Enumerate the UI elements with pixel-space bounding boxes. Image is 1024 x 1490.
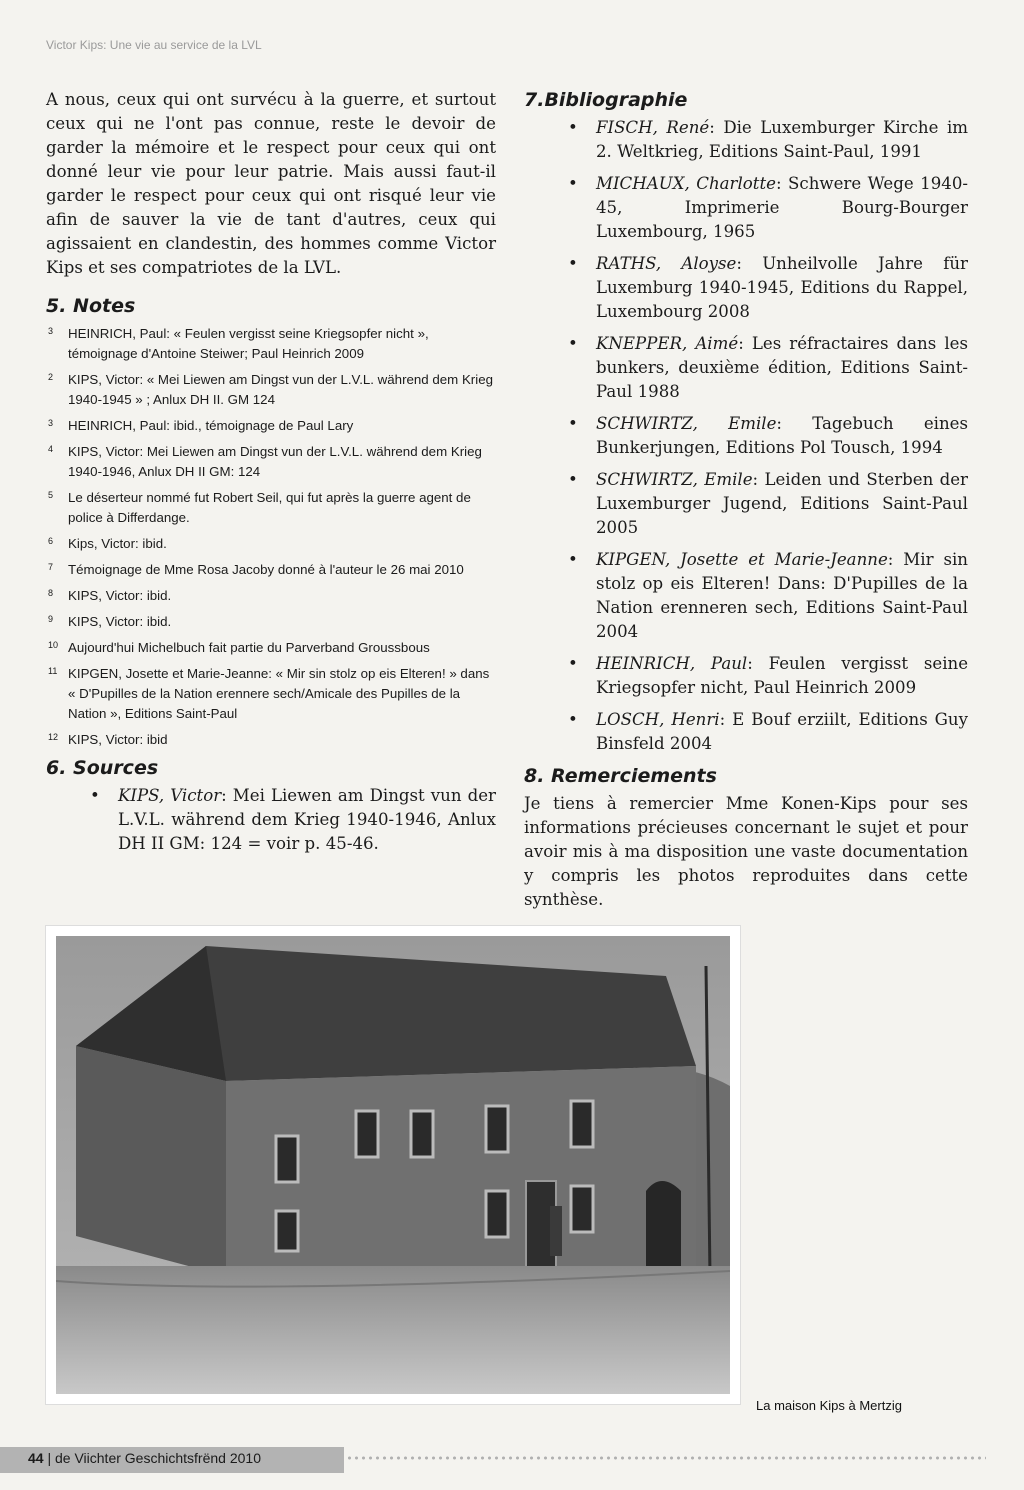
bibliography-item — [524, 172, 968, 244]
note-text: KIPGEN, Josette et Marie-Jeanne: « Mir sin stolz op eis Elteren! » dans « D'Pupilles de la Nation erennere sech/Amicale des Pupilles de la Nation », Editions Saint-Paul — [68, 666, 490, 721]
house-photo — [46, 926, 740, 1404]
note-text: Kips, Victor: ibid. — [68, 536, 167, 551]
note-item — [46, 730, 496, 750]
note-number: 3 — [48, 326, 54, 336]
publication-title: de Viichter Geschichtsfrënd 2010 — [55, 1450, 261, 1466]
note-number: 12 — [48, 732, 59, 742]
note-text: KIPS, Victor: Mei Liewen am Dingst vun der L.V.L. während dem Krieg 1940-1946, Anlux DH II GM: 124 — [68, 444, 482, 479]
bibliography-item — [524, 548, 968, 644]
note-text: Témoignage de Mme Rosa Jacoby donné à l'auteur le 26 mai 2010 — [68, 562, 464, 577]
page-number: 44 — [28, 1450, 44, 1466]
note-number: 7 — [48, 562, 54, 572]
bullet-icon: • — [568, 710, 578, 729]
notes-list — [46, 324, 496, 750]
note-item — [46, 488, 496, 528]
note-item — [46, 370, 496, 410]
note-text: HEINRICH, Paul: ibid., témoignage de Paul Lary — [68, 418, 354, 433]
right-column — [524, 88, 968, 912]
note-text: Aujourd'hui Michelbuch fait partie du Parverband Groussbous — [68, 640, 430, 655]
note-item — [46, 638, 496, 658]
bibliography-item — [524, 252, 968, 324]
bullet-icon: • — [568, 470, 578, 489]
entry-author: KIPGEN, Josette et Marie-Jeanne — [596, 550, 888, 569]
note-number: 10 — [48, 640, 59, 650]
note-number: 4 — [48, 444, 54, 454]
entry-details: : Die Luxemburger Kirche im 2. Weltkrieg, Editions Saint-Paul, 1991 — [596, 118, 968, 161]
entry-author: RATHS, Aloyse — [596, 254, 737, 273]
entry-author: MICHAUX, Charlotte — [596, 174, 776, 193]
entry-details: : Mei Liewen am Dingst vun der L.V.L. während dem Krieg 1940-1946, Anlux DH II GM: 124 = voir p. 45-46. — [118, 786, 496, 853]
bullet-icon: • — [568, 118, 578, 137]
entry-author: KNEPPER, Aimé — [596, 334, 739, 353]
note-item — [46, 416, 496, 436]
bullet-icon: • — [568, 414, 578, 433]
note-number: 11 — [48, 666, 58, 676]
note-number: 2 — [48, 372, 54, 382]
entry-details: : Schwere Wege 1940-45, Imprimerie Bourg-Bourger Luxembourg, 1965 — [596, 174, 968, 241]
acknowledgements-heading: 8. Remerciements — [524, 765, 717, 787]
footer — [28, 1450, 261, 1466]
entry-author: SCHWIRTZ, Emile — [596, 470, 753, 489]
note-number: 3 — [48, 418, 54, 428]
footer-separator: | — [47, 1450, 52, 1466]
bullet-icon: • — [568, 334, 578, 353]
note-item — [46, 664, 496, 724]
entry-details: : Feulen vergisst seine Kriegsopfer nicht, Paul Heinrich 2009 — [596, 654, 969, 697]
sources-list — [46, 784, 496, 856]
bibliography-item — [524, 412, 968, 460]
running-head: Victor Kips: Une vie au service de la LVL — [46, 38, 262, 52]
note-item — [46, 324, 496, 364]
intro-paragraph: A nous, ceux qui ont survécu à la guerre, et surtout ceux qui ne l'ont pas connue, reste le devoir de garder la mémoire et le respect pour ceux qui ont donné leur vie pour leur patrie. Mais aussi faut-il garder le respect pour ceux qui ont risqué leur vie afin de sauver la vie de tant d'autres, ceux qui agissaient en clandestin, des hommes comme Victor Kips et ses compatriotes de la LVL. — [46, 90, 496, 277]
bibliography-item — [524, 468, 968, 540]
note-number: 9 — [48, 614, 54, 624]
entry-details: : E Bouf erziilt, Editions Guy Binsfeld 2004 — [596, 710, 968, 753]
note-text: KIPS, Victor: ibid. — [68, 588, 172, 603]
entry-details: : Unheilvolle Jahre für Luxemburg 1940-1945, Editions du Rappel, Luxembourg 2008 — [596, 254, 968, 321]
note-item — [46, 612, 496, 632]
entry-details: : Leiden und Sterben der Luxemburger Jugend, Editions Saint-Paul 2005 — [596, 470, 968, 537]
note-text: KIPS, Victor: ibid. — [68, 614, 172, 629]
bullet-icon: • — [568, 654, 578, 673]
note-text: Le déserteur nommé fut Robert Seil, qui fut après la guerre agent de police à Differdange. — [68, 490, 471, 525]
bullet-icon: • — [90, 786, 100, 805]
bibliography-heading: 7.Bibliographie — [524, 89, 688, 111]
notes-heading: 5. Notes — [46, 295, 136, 317]
entry-author: HEINRICH, Paul — [596, 654, 748, 673]
note-text: KIPS, Victor: « Mei Liewen am Dingst vun der L.V.L. während dem Krieg 1940-1945 » ; Anlux DH II. GM 124 — [68, 372, 493, 407]
note-text: KIPS, Victor: ibid — [68, 732, 168, 747]
entry-details: : Mir sin stolz op eis Elteren! Dans: D'Pupilles de la Nation erenneren sech, Editions Saint-Paul 2004 — [596, 550, 968, 641]
bullet-icon: • — [568, 550, 578, 569]
sources-item — [46, 784, 496, 856]
entry-author: KIPS, Victor — [118, 786, 222, 805]
note-item — [46, 560, 496, 580]
note-text: HEINRICH, Paul: « Feulen vergisst seine Kriegsopfer nicht », témoignage d'Antoine Steiwer; Paul Heinrich 2009 — [68, 326, 429, 361]
bibliography-item — [524, 652, 968, 700]
entry-author: FISCH, René — [596, 118, 710, 137]
bibliography-item — [524, 332, 968, 404]
left-column — [46, 88, 496, 864]
photo-caption: La maison Kips à Mertzig — [756, 1398, 902, 1413]
bibliography-item — [524, 708, 968, 756]
entry-details: : Les réfractaires dans les bunkers, deuxième édition, Editions Saint-Paul 1988 — [596, 334, 968, 401]
house-photo-image — [56, 936, 730, 1394]
note-item — [46, 442, 496, 482]
bullet-icon: • — [568, 254, 578, 273]
entry-author: SCHWIRTZ, Emile — [596, 414, 777, 433]
bullet-icon: • — [568, 174, 578, 193]
note-item — [46, 586, 496, 606]
sources-heading: 6. Sources — [46, 757, 159, 779]
note-number: 5 — [48, 490, 54, 500]
note-number: 8 — [48, 588, 54, 598]
note-number: 6 — [48, 536, 54, 546]
entry-author: LOSCH, Henri — [596, 710, 720, 729]
acknowledgements-text: Je tiens à remercier Mme Konen-Kips pour ses informations précieuses concernant le sujet et pour avoir mis à ma disposition une vaste documentation y compris les photos reproduites dans cette synthèse. — [524, 794, 968, 909]
entry-details: : Tagebuch eines Bunkerjungen, Editions Pol Tousch, 1994 — [596, 414, 968, 457]
bibliography-item — [524, 116, 968, 164]
footer-dot-rule — [346, 1453, 986, 1463]
note-item — [46, 534, 496, 554]
bibliography-list — [524, 116, 968, 756]
